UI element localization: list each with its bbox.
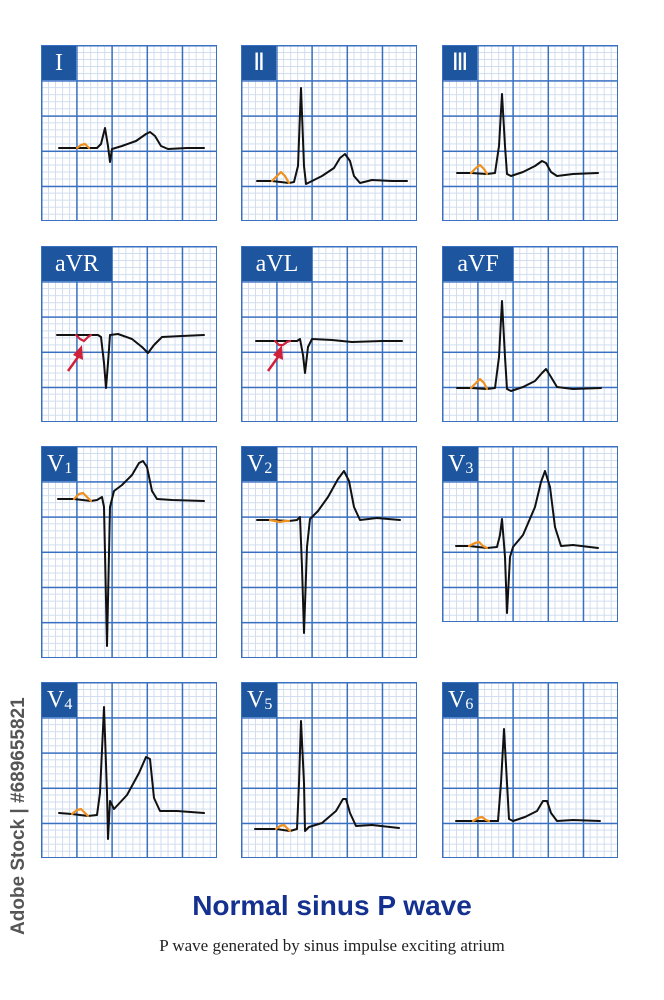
figure-title: Normal sinus P wave: [192, 890, 472, 921]
lead-V6-panel: [442, 682, 618, 858]
stock-watermark: Adobe Stock | #689655821: [8, 697, 29, 935]
qrs-t-waveform: [457, 301, 601, 391]
lead-V2-panel: [241, 446, 417, 658]
qrs-t-waveform: [257, 471, 400, 633]
qrs-t-waveform: [57, 334, 204, 388]
arrow-icon: [268, 345, 283, 371]
qrs-t-waveform: [456, 729, 600, 821]
qrs-t-waveform: [59, 707, 204, 839]
lead-label: I: [42, 46, 76, 80]
arrow-icon: [68, 345, 83, 371]
lead-V4-panel: [41, 682, 217, 858]
lead-label: $V_3$: [443, 447, 478, 481]
lead-label: aVL: [242, 247, 312, 281]
lead-V3-panel: [442, 446, 618, 622]
lead-aVL-panel: [241, 246, 417, 422]
lead-I-panel: [41, 45, 217, 221]
lead-V1-panel: [41, 446, 217, 658]
lead-label: aVF: [443, 247, 513, 281]
lead-label: $V_6$: [443, 683, 478, 717]
lead-III-panel: [442, 45, 618, 221]
qrs-t-waveform: [58, 461, 204, 646]
lead-label: aVR: [42, 247, 112, 281]
qrs-t-waveform: [255, 721, 399, 831]
lead-label: Ⅲ: [443, 46, 477, 80]
lead-label: Ⅱ: [242, 46, 276, 80]
lead-label: $V_4$: [42, 683, 77, 717]
qrs-t-waveform: [457, 94, 598, 176]
lead-V5-panel: [241, 682, 417, 858]
lead-aVR-panel: [41, 246, 217, 422]
lead-label: $V_1$: [42, 447, 77, 481]
qrs-t-waveform: [257, 88, 407, 184]
figure-subtitle: P wave generated by sinus impulse exciting atrium: [159, 936, 505, 955]
lead-II-panel: [241, 45, 417, 221]
lead-label: $V_5$: [242, 683, 277, 717]
lead-label: $V_2$: [242, 447, 277, 481]
lead-aVF-panel: [442, 246, 618, 422]
